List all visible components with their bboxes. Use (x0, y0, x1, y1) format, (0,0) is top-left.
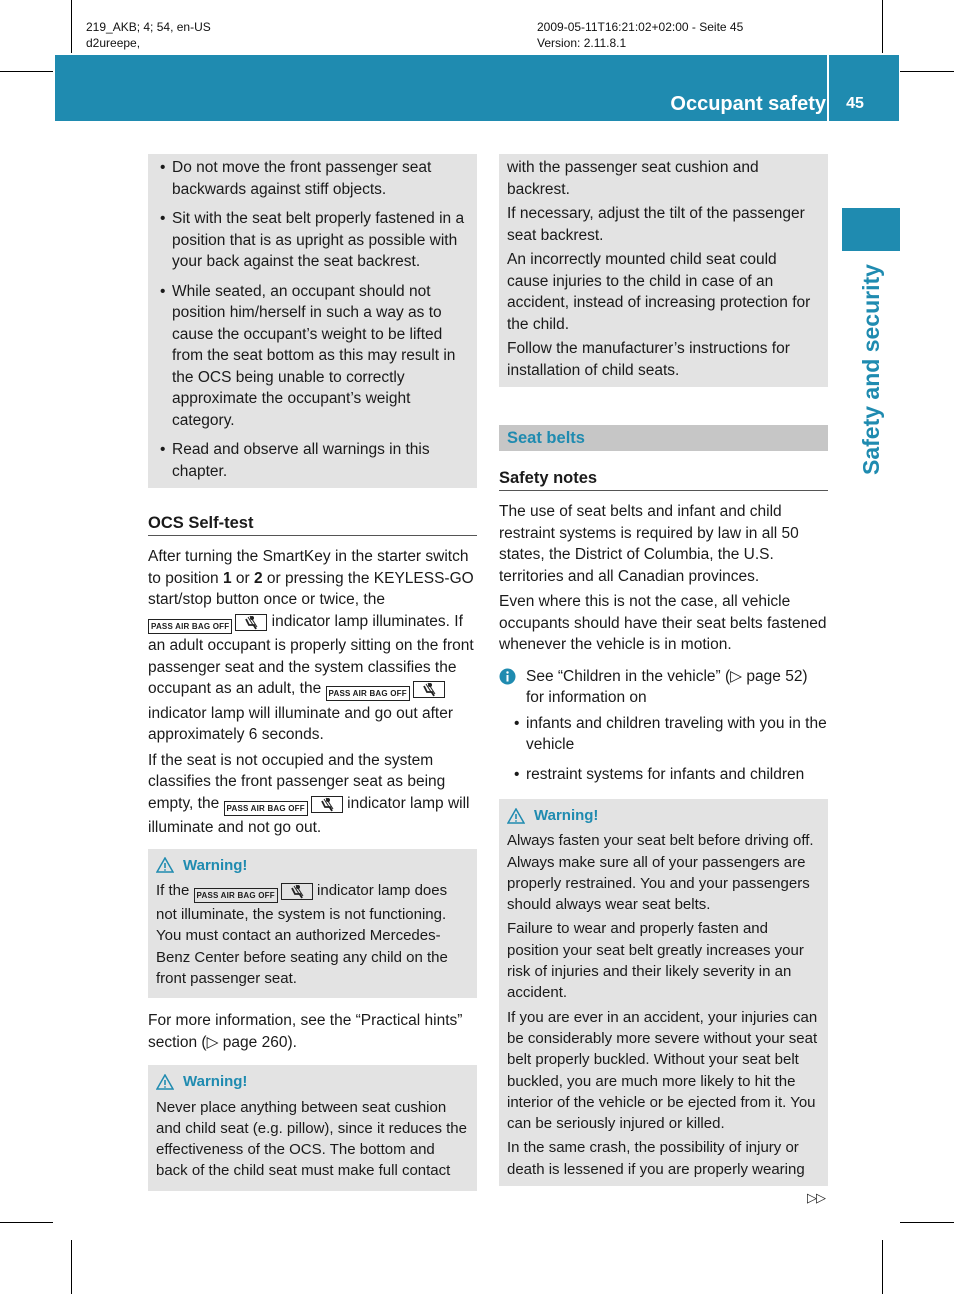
print-meta-right (537, 19, 743, 51)
paragraph: If the seat is not occupied and the system classifies the front passenger seat as being empty, the PASS AIR BAG OFF indicator lamp will illuminate and not go out. (148, 751, 470, 836)
crop-mark (0, 71, 53, 72)
page-title: Occupant safety (670, 93, 826, 115)
warning-title: Warning! (156, 855, 470, 876)
crop-mark (882, 1240, 883, 1294)
continued-warning-box (148, 154, 477, 488)
seat-occupant-icon (235, 614, 267, 631)
crop-mark (882, 0, 883, 53)
warning-text: In the same crash, the possibility of injury or death is lessened if you are properly wearing (507, 1139, 805, 1178)
right-column (499, 154, 828, 1186)
info-text: See “Children in the vehicle” (▷ page 52) for information on (526, 667, 808, 706)
warning-text: Never place anything between seat cushion and child seat (e.g. pillow), since it reduces the effectiveness of the OCS. The bottom and back of the child seat must make full contact (156, 1098, 467, 1180)
box-paragraph: Follow the manufacturer’s instructions for installation of child seats. (507, 340, 790, 379)
pass-air-bag-off-lamp: PASS AIR BAG OFF (194, 883, 313, 904)
info-bullet-list (510, 713, 828, 786)
chapter-label: Safety and security (858, 264, 884, 475)
crop-mark (900, 71, 954, 72)
list-item: • restraint systems for infants and children (510, 764, 828, 786)
warning-triangle-icon (156, 857, 174, 873)
section-heading: Seat belts (499, 425, 828, 451)
warning-box (148, 1065, 477, 1190)
list-item: • infants and children traveling with you in the vehicle (510, 713, 828, 756)
box-paragraph: with the passenger seat cushion and backrest. (507, 159, 759, 198)
box-paragraph: An incorrectly mounted child seat could cause injuries to the child in case of an accident, instead of increasing protection for the child. (507, 251, 811, 333)
info-note (499, 666, 828, 786)
bullet-list (156, 157, 470, 482)
ocs-self-test-heading: OCS Self-test (148, 512, 477, 536)
print-meta-left (86, 19, 211, 51)
pass-air-bag-off-lamp: PASS AIR BAG OFF (326, 681, 445, 703)
list-item: • While seated, an occupant should not position him/herself in such a way as to cause the occupant’s weight to be lifted from the seat bottom as this may result in the OCS being unable to correctly approximate the occupant’s weight category. (156, 281, 470, 432)
left-column (148, 154, 477, 1191)
warning-text: If you are ever in an accident, your injuries can be considerably more severe without your seat belt properly buckled. Without your seat belt buckled, you are much more likely to hit the interior of the vehicle or be ejected from it. You can be seriously injured or killed. (507, 1008, 818, 1133)
seat-occupant-icon (413, 681, 445, 698)
page-number: 45 (846, 95, 864, 112)
continued-info-box (499, 154, 828, 387)
crop-mark (71, 0, 72, 53)
crop-mark (71, 1240, 72, 1294)
crop-mark (900, 1222, 954, 1223)
warning-title: Warning! (507, 805, 821, 826)
warning-text: Always fasten your seat belt before driving off. Always make sure all of your passengers are properly restrained. You and your passengers should always wear seat belts. (507, 832, 814, 914)
safety-notes-heading: Safety notes (499, 467, 828, 491)
list-item: • Sit with the seat belt properly fastened in a position that is as upright as possible with your back against the seat backrest. (156, 208, 470, 273)
warning-box (148, 849, 477, 999)
warning-text: Failure to wear and properly fasten and position your seat belt greatly increases your risk of injuries and their likely severity in an accident. (507, 920, 804, 1002)
warning-text: If the PASS AIR BAG OFF indicator lamp does not illuminate, the system is not functioning. You must contact an authorized Mercedes-Benz Center before seating any child on the front passenger seat. (156, 881, 448, 987)
pass-air-bag-off-lamp: PASS AIR BAG OFF (224, 796, 343, 818)
list-item: • Do not move the front passenger seat backwards against stiff objects. (156, 157, 470, 200)
warning-box (499, 799, 828, 1186)
continued-arrows-icon: ▷▷ (807, 1190, 825, 1205)
warning-title: Warning! (156, 1071, 470, 1092)
list-item: • Read and observe all warnings in this chapter. (156, 439, 470, 482)
seat-occupant-icon (281, 883, 313, 900)
meta-line: 2009-05-11T16:21:02+02:00 - Seite 45 (537, 20, 744, 34)
paragraph: After turning the SmartKey in the starter switch to position 1 or 2 or pressing the KEYLESS-GO start/stop button once or twice, the PASS AIR BAG OFF indicator lamp illuminates. If an adult occupant is properly sitting on the front passenger seat and the system classifies the occupant as an adult, the PASS AIR BAG OFF indicator lamp will illuminate and go out after approximately 6 seconds. (148, 548, 474, 743)
seat-occupant-icon (311, 796, 343, 813)
pass-air-bag-off-lamp: PASS AIR BAG OFF (148, 614, 267, 636)
info-icon (499, 668, 516, 685)
meta-line: Version: 2.11.8.1 (537, 36, 627, 50)
crop-mark (0, 1222, 53, 1223)
paragraph: Even where this is not the case, all vehicle occupants should have their seat belts fastened whenever the vehicle is in motion. (499, 593, 827, 653)
paragraph: The use of seat belts and infant and child restraint systems is required by law in all 50 states, the District of Columbia, the U.S. territories and all Canadian provinces. (499, 503, 799, 585)
meta-line: d2ureepe, (86, 36, 141, 50)
box-paragraph: If necessary, adjust the tilt of the passenger seat backrest. (507, 205, 805, 244)
warning-triangle-icon (507, 808, 525, 824)
chapter-tab (842, 208, 900, 251)
meta-line: 219_AKB; 4; 54, en-US (86, 20, 211, 34)
paragraph: For more information, see the “Practical hints” section (▷ page 260). (148, 1012, 463, 1051)
warning-triangle-icon (156, 1074, 174, 1090)
